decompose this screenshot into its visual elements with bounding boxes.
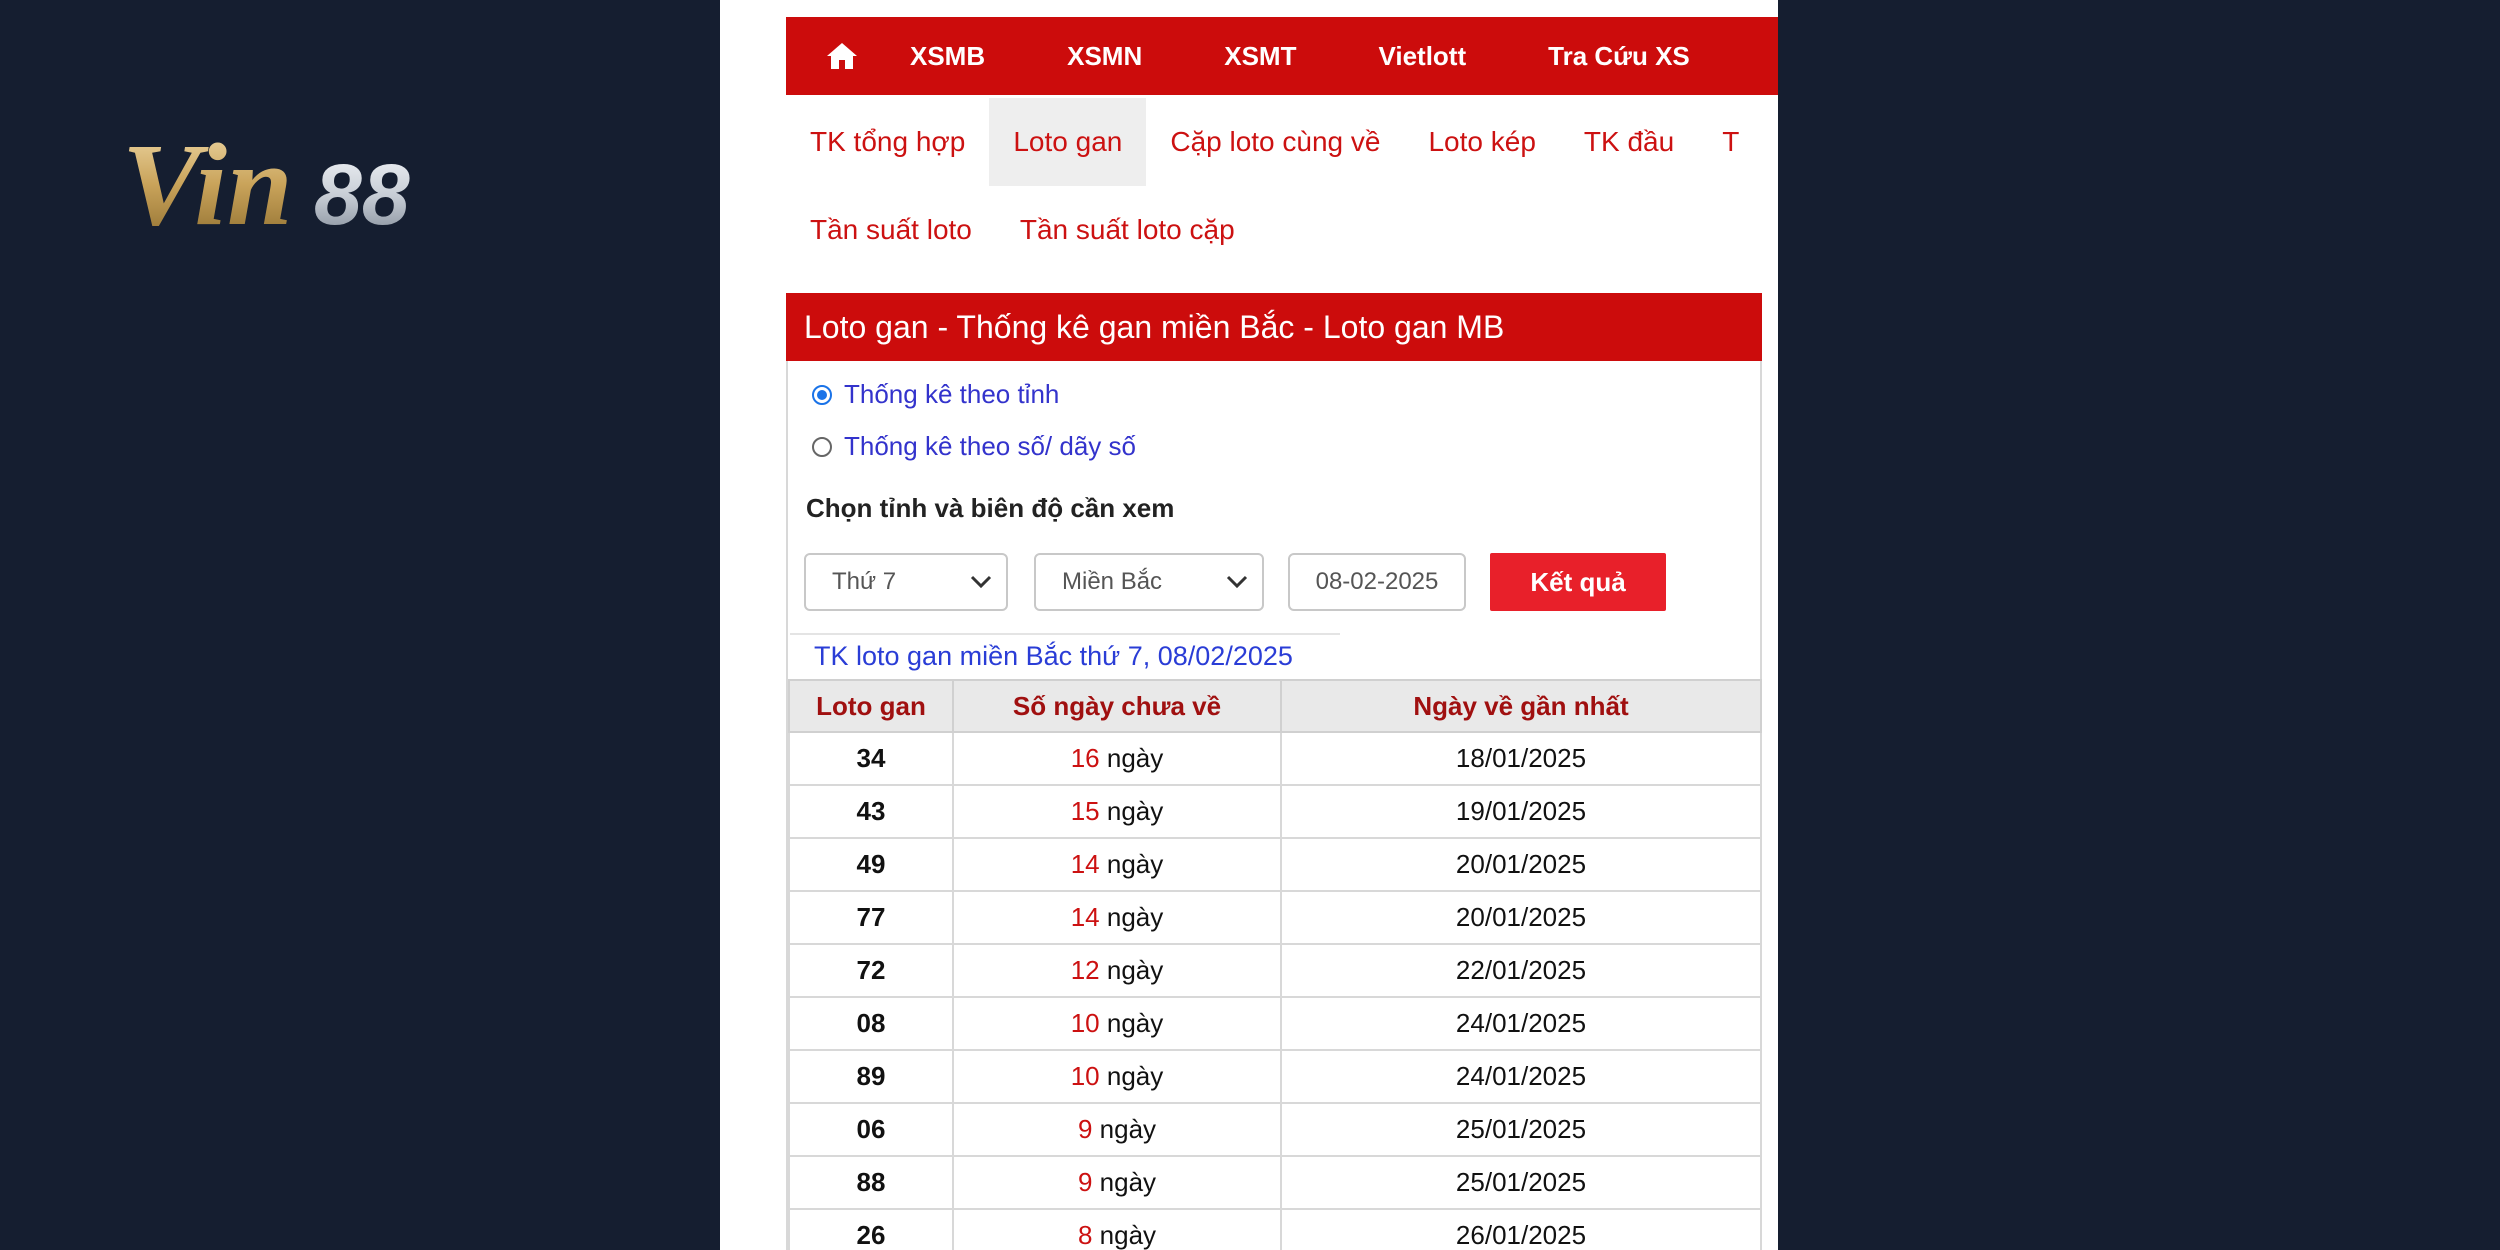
sub-navigation: [786, 98, 1778, 274]
days-count: 9: [1077, 1114, 1093, 1144]
days-unit: ngày: [1099, 1167, 1157, 1197]
nav-xsmt[interactable]: XSMT: [1224, 40, 1297, 71]
radio-button-checked[interactable]: [812, 385, 832, 405]
nav-xsmb[interactable]: XSMB: [910, 40, 986, 71]
days-cell: [953, 891, 1281, 944]
days-unit: ngày: [1106, 1061, 1164, 1091]
table-row: [789, 944, 1761, 997]
vin88-logo: [118, 118, 488, 238]
last-date: 19/01/2025: [1281, 785, 1761, 838]
last-date: 25/01/2025: [1281, 1103, 1761, 1156]
days-count: 8: [1077, 1220, 1093, 1250]
days-cell: [953, 732, 1281, 785]
days-unit: ngày: [1106, 743, 1164, 773]
days-unit: ngày: [1099, 1114, 1157, 1144]
loto-number: 72: [789, 944, 953, 997]
days-cell: [953, 838, 1281, 891]
days-unit: ngày: [1106, 796, 1164, 826]
days-count: 10: [1070, 1061, 1100, 1091]
days-unit: ngày: [1106, 902, 1164, 932]
day-select-value: Thứ 7: [832, 568, 897, 595]
loto-number: 89: [789, 1050, 953, 1103]
days-cell: [953, 785, 1281, 838]
days-count: 9: [1077, 1167, 1093, 1197]
last-date: 18/01/2025: [1281, 732, 1761, 785]
region-select[interactable]: [1034, 553, 1264, 611]
loto-number: 34: [789, 732, 953, 785]
days-cell: [953, 1050, 1281, 1103]
header-loto-gan: Loto gan: [789, 680, 953, 732]
loto-number: 77: [789, 891, 953, 944]
subnav-loto-gan[interactable]: Loto gan: [989, 98, 1146, 186]
subnav-cap-loto[interactable]: Cặp loto cùng về: [1170, 126, 1381, 157]
svg-text:88: 88: [314, 147, 410, 238]
nav-vietlott[interactable]: Vietlott: [1378, 40, 1467, 71]
last-date: 25/01/2025: [1281, 1156, 1761, 1209]
loto-gan-table: [788, 679, 1762, 1250]
home-link[interactable]: [786, 17, 898, 95]
days-count: 10: [1070, 1008, 1100, 1038]
last-date: 20/01/2025: [1281, 891, 1761, 944]
table-row: [789, 1209, 1761, 1250]
radio-province[interactable]: [812, 379, 1059, 410]
loto-number: 49: [789, 838, 953, 891]
last-date: 24/01/2025: [1281, 1050, 1761, 1103]
days-unit: ngày: [1106, 849, 1164, 879]
days-cell: [953, 997, 1281, 1050]
region-select-value: Miền Bắc: [1062, 568, 1163, 595]
nav-tra-cuu[interactable]: Tra Cứu XS: [1548, 40, 1690, 71]
last-date: 20/01/2025: [1281, 838, 1761, 891]
radio-number[interactable]: [812, 431, 1136, 462]
table-row: [789, 838, 1761, 891]
days-cell: [953, 1209, 1281, 1250]
box-title: Loto gan - Thống kê gan miền Bắc - Loto gan MB: [786, 293, 1762, 361]
loto-number: 26: [789, 1209, 953, 1250]
chevron-down-icon: [970, 575, 992, 589]
radio-number-label: Thống kê theo số/ dãy số: [844, 431, 1136, 461]
header-ngay-ve: Ngày về gần nhất: [1281, 680, 1761, 732]
home-icon: [825, 41, 859, 71]
svg-text:Vin: Vin: [122, 119, 293, 238]
table-row: [789, 1156, 1761, 1209]
top-navigation: [786, 17, 1778, 95]
days-cell: [953, 944, 1281, 997]
days-count: 16: [1070, 743, 1100, 773]
last-date: 26/01/2025: [1281, 1209, 1761, 1250]
subnav-tan-suat-loto-cap[interactable]: Tần suất loto cặp: [1019, 214, 1235, 245]
nav-xsmn[interactable]: XSMN: [1067, 40, 1143, 71]
submit-button[interactable]: Kết quả: [1490, 553, 1666, 611]
days-count: 15: [1070, 796, 1100, 826]
subnav-tk-tong-hop[interactable]: TK tổng hợp: [810, 126, 966, 157]
chevron-down-icon: [1226, 575, 1248, 589]
day-select[interactable]: [804, 553, 1008, 611]
days-count: 12: [1070, 955, 1100, 985]
loto-gan-box: [786, 293, 1762, 1250]
date-input-value: 08-02-2025: [1315, 568, 1439, 595]
subnav-truncated[interactable]: T: [1722, 126, 1740, 157]
header-so-ngay: Số ngày chưa về: [953, 680, 1281, 732]
table-row: [789, 732, 1761, 785]
days-unit: ngày: [1106, 955, 1164, 985]
table-row: [789, 997, 1761, 1050]
days-count: 14: [1070, 849, 1100, 879]
radio-button[interactable]: [812, 437, 832, 457]
days-cell: [953, 1156, 1281, 1209]
loto-number: 08: [789, 997, 953, 1050]
subnav-tk-dau[interactable]: TK đầu: [1583, 126, 1675, 157]
table-row: [789, 1050, 1761, 1103]
days-unit: ngày: [1099, 1220, 1157, 1250]
table-row: [789, 785, 1761, 838]
last-date: 24/01/2025: [1281, 997, 1761, 1050]
loto-number: 43: [789, 785, 953, 838]
table-row: [789, 891, 1761, 944]
days-cell: [953, 1103, 1281, 1156]
form-label: Chọn tỉnh và biên độ cần xem: [806, 493, 1175, 523]
table-caption: TK loto gan miền Bắc thứ 7, 08/02/2025: [790, 633, 1340, 677]
lottery-panel: [720, 0, 1778, 1250]
radio-province-label: Thống kê theo tỉnh: [844, 379, 1060, 409]
last-date: 22/01/2025: [1281, 944, 1761, 997]
loto-number: 88: [789, 1156, 953, 1209]
table-row: [789, 1103, 1761, 1156]
subnav-tan-suat-loto[interactable]: Tần suất loto: [810, 214, 972, 245]
subnav-loto-kep[interactable]: Loto kép: [1428, 126, 1536, 157]
date-input[interactable]: [1288, 553, 1466, 611]
days-count: 14: [1070, 902, 1100, 932]
loto-number: 06: [789, 1103, 953, 1156]
days-unit: ngày: [1106, 1008, 1164, 1038]
